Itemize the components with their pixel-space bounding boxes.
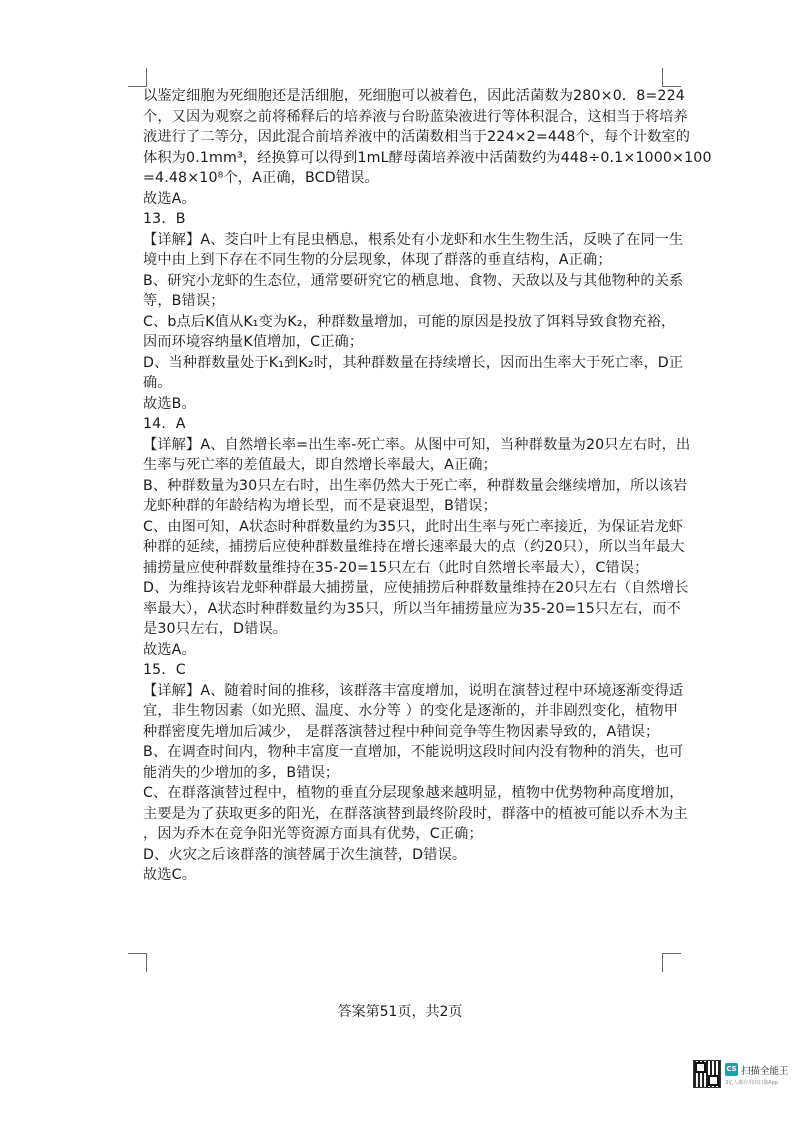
text-line: 捕捞量应使种群数量维持在35-20=15只左右（此时自然增长率最大），C错误； [143,559,649,576]
text-line: 个，又因为观察之前将稀释后的培养液与台盼蓝染液进行等体积混合，这相当于将培养 [143,108,688,125]
answer-text-body [143,86,712,886]
camscanner-logo-icon: CS [725,1063,738,1076]
text-line: 确。 [143,375,172,391]
text-line: C、由图可知，A状态时种群数量约为35只，此时出生率与死亡率接近，为保证岩龙虾 [143,518,684,535]
watermark-app-name: 扫描全能王 [741,1065,789,1077]
text-line: 【详解】A、随着时间的推移，该群落丰富度增加，说明在演替过程中环境逐渐变得适 [143,682,684,699]
text-line: 故选B。 [143,395,196,412]
text-line: 以鉴定细胞为死细胞还是活细胞，死细胞可以被着色，因此活菌数为280×0．8=224 [143,88,685,104]
text-line: 【详解】A、自然增长率=出生率-死亡率。从图中可知，当种群数量为20只左右时，出 [143,436,691,453]
text-line: 故选C。 [143,867,197,883]
qr-code-icon [693,1060,721,1088]
text-line: 主要是为了获取更多的阳光，在群落演替到最终阶段时，群落中的植被可能以乔木为主 [143,805,688,822]
text-line: 15．C [143,662,186,678]
text-line: 故选A。 [143,190,196,207]
text-line: B、种群数量为30只左右时，出生率仍然大于死亡率，种群数量会继续增加，所以该岩 [143,477,688,494]
text-line: 种群密度先增加后减少， 是群落演替过程中种间竞争等生物因素导致的，A错误； [143,723,660,740]
text-line: 宜，非生物因素（如光照、温度、水分等 ）的变化是逐渐的，并非剧烈变化，植物甲 [143,703,679,719]
text-line: 因而环境容纳量K值增加，C正确； [143,334,364,350]
text-line: 能消失的少增加的多，B错误； [143,764,340,781]
text-line: 龙虾种群的年龄结构为增长型，而不是衰退型，B错误； [143,498,497,514]
crop-mark-top-left [128,68,147,87]
text-line: ，因为乔木在竞争阳光等资源方面具有优势，C正确； [143,826,483,842]
text-line: B、研究小龙虾的生态位，通常要研究它的栖息地、食物、天敌以及与其他物种的关系 [143,272,684,289]
text-line: 率最大），A状态时种群数量约为35只，所以当年捕捞量应为35-20=15只左右，而不 [143,600,681,617]
watermark-text [725,1063,789,1086]
text-line: 生率与死亡率的差值最大，即自然增长率最大，A正确； [143,457,497,473]
text-line: D、火灾之后该群落的演替属于次生演替，D错误。 [143,846,467,863]
text-line: 等，B错误； [143,293,225,309]
text-line: 境中由上到下存在不同生物的分层现象，体现了群落的垂直结构，A正确； [143,252,612,268]
crop-mark-top-right [662,68,681,87]
text-line: 体积为0.1mm³，经换算可以得到1mL酵母菌培养液中活菌数约为448÷0.1×1000×100 [143,149,712,166]
scanner-watermark-badge [693,1057,793,1091]
text-line: C、在群落演替过程中，植物的垂直分层现象越来越明显，植物中优势物种高度增加， [143,785,684,801]
text-line: C、b点后K值从K₁变为K₂，种群数量增加，可能的原因是投放了饵料导致食物充裕， [143,313,676,330]
watermark-tagline: 3亿人都在用的扫描App [725,1079,778,1086]
text-line: 种群的延续，捕捞后应使种群数量维持在增长速率最大的点（约20只），所以当年最大 [143,539,685,555]
text-line: =4.48×10⁸个，A正确，BCD错误。 [143,170,379,186]
text-line: 14．A [143,416,186,432]
text-line: 故选A。 [143,641,196,658]
text-line: 是30只左右，D错误。 [143,621,288,637]
text-line: B、在调查时间内，物种丰富度一直增加，不能说明这段时间内没有物种的消失，也可 [143,744,684,760]
text-line: 【详解】A、茭白叶上有昆虫栖息，根系处有小龙虾和水生生物生活，反映了在同一生 [143,231,684,248]
text-line: 13．B [143,211,186,227]
text-line: D、当种群数量处于K₁到K₂时，其种群数量在持续增长，因而出生率大于死亡率，D正 [143,354,684,371]
text-line: 液进行了二等分，因此混合前培养液中的活菌数相当于224×2=448个，每个计数室的 [143,129,691,145]
crop-mark-bottom-right [662,953,681,972]
crop-mark-bottom-left [128,953,147,972]
text-line: D、为维持该岩龙虾种群最大捕捞量，应使捕捞后种群数量维持在20只左右（自然增长 [143,580,689,596]
page-footer: 答案第51页，共2页 [337,1004,463,1020]
